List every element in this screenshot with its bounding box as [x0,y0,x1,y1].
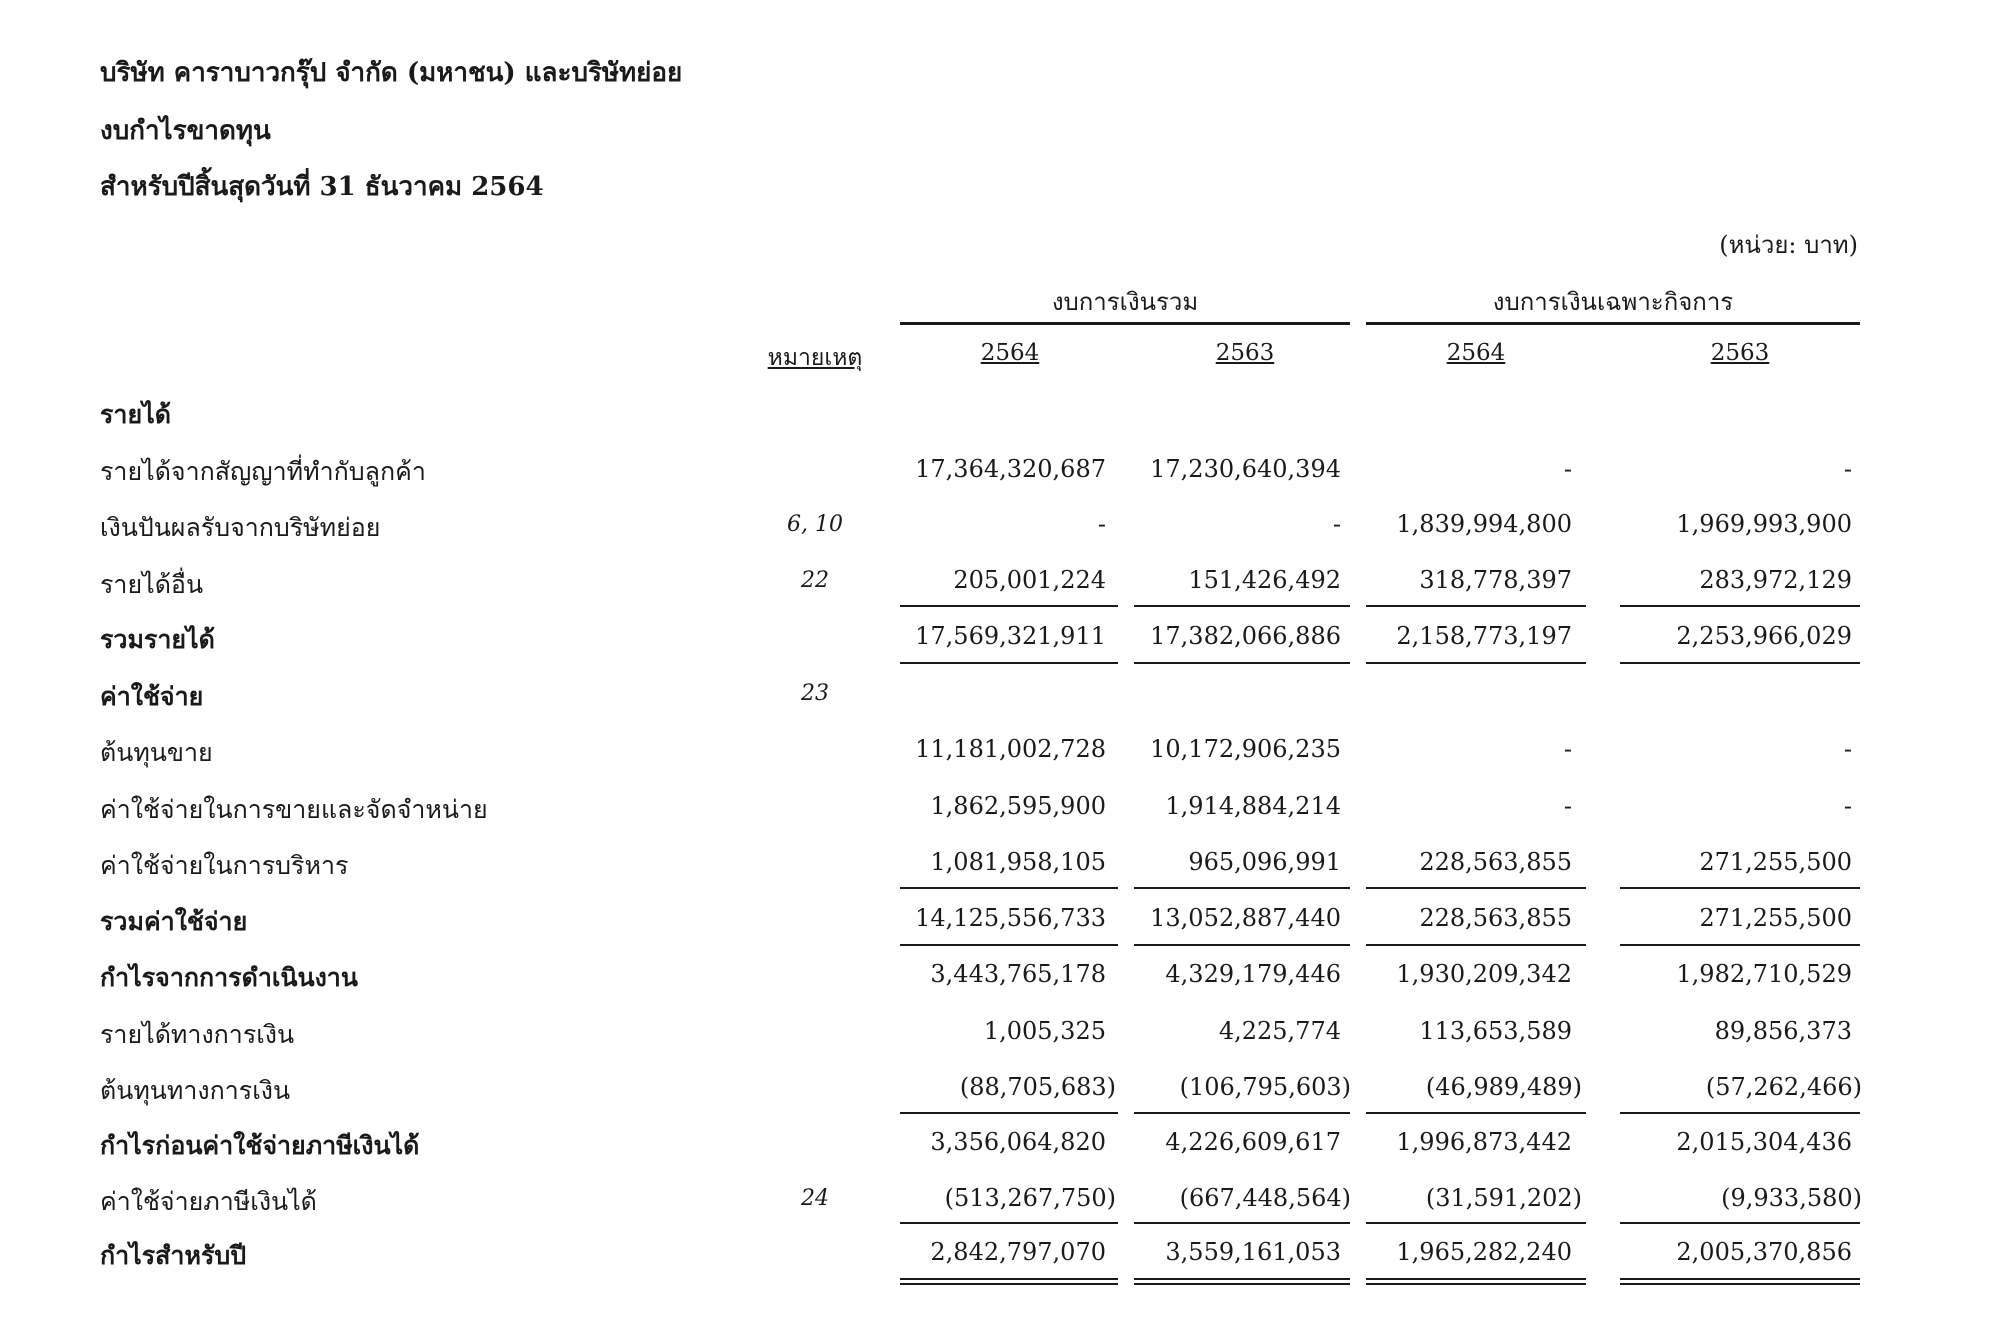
rule-subtotal [900,605,1118,607]
cell-income-tax-c4: (9,933,580) [1721,1184,1862,1212]
cell-profit-for-year-c2: 3,559,161,053 [1165,1238,1341,1266]
cell-total-expenses-c2: 13,052,887,440 [1150,904,1341,932]
company-name: บริษัท คาราบาวกรุ๊ป จำกัด (มหาชน) และบริษัทย่อย [100,58,683,88]
cell-selling-expenses-c2: 1,914,884,214 [1165,792,1341,820]
cell-finance-cost-c3: (46,989,489) [1425,1073,1582,1101]
rule-subtotal [1134,887,1350,889]
rule-total [1620,662,1860,664]
rule-total [1366,944,1586,946]
statement-period: สำหรับปีสิ้นสุดวันที่ 31 ธันวาคม 2564 [100,172,544,202]
col-head-consolidated-2564: 2564 [980,340,1040,366]
rule-subtotal [1366,1222,1586,1224]
cell-contract-revenue-c1: 17,364,320,687 [915,455,1106,483]
col-head-separate-2564: 2564 [1446,340,1506,366]
rule-total [900,662,1118,664]
cell-other-income-c4: 283,972,129 [1699,566,1852,594]
row-label-other-income: รายได้อื่น [100,570,204,599]
row-label-total-revenue: รวมรายได้ [100,625,215,654]
row-label-income-tax: ค่าใช้จ่ายภาษีเงินได้ [100,1187,317,1216]
rule-total [900,944,1118,946]
cell-total-expenses-c4: 271,255,500 [1699,904,1852,932]
cell-admin-expenses-c3: 228,563,855 [1419,848,1572,876]
cell-finance-income-c4: 89,856,373 [1714,1017,1852,1045]
rule-subtotal [1366,1112,1586,1114]
rule-subtotal [1134,1222,1350,1224]
rule-subtotal [900,1112,1118,1114]
cell-profit-for-year-c1: 2,842,797,070 [930,1238,1106,1266]
cell-dividend-income-c1: - [1097,510,1106,538]
cell-admin-expenses-c2: 965,096,991 [1188,848,1341,876]
cell-operating-profit-c4: 1,982,710,529 [1676,960,1852,988]
unit-label: (หน่วย: บาท) [1719,231,1858,259]
row-label-expenses-heading: ค่าใช้จ่าย [100,682,204,711]
row-label-finance-cost: ต้นทุนทางการเงิน [100,1076,291,1105]
cell-total-revenue-c1: 17,569,321,911 [915,622,1106,650]
cell-profit-before-tax-c1: 3,356,064,820 [930,1128,1106,1156]
rule-subtotal [1366,605,1586,607]
cell-contract-revenue-c3: - [1563,455,1572,483]
rule-double-total [1366,1278,1586,1285]
cell-cost-of-sales-c2: 10,172,906,235 [1150,735,1341,763]
note-income-tax: 24 [801,1186,829,1211]
cell-cost-of-sales-c3: - [1563,735,1572,763]
statement-title: งบกำไรขาดทุน [100,116,271,146]
cell-operating-profit-c1: 3,443,765,178 [930,960,1106,988]
cell-contract-revenue-c2: 17,230,640,394 [1150,455,1341,483]
cell-operating-profit-c2: 4,329,179,446 [1165,960,1341,988]
col-head-consolidated-2563: 2563 [1215,340,1275,366]
cell-finance-cost-c1: (88,705,683) [959,1073,1116,1101]
cell-income-tax-c3: (31,591,202) [1425,1184,1582,1212]
cell-total-revenue-c4: 2,253,966,029 [1676,622,1852,650]
row-label-profit-before-tax: กำไรก่อนค่าใช้จ่ายภาษีเงินได้ [100,1131,420,1160]
cell-finance-income-c2: 4,225,774 [1218,1017,1341,1045]
cell-profit-before-tax-c2: 4,226,609,617 [1165,1128,1341,1156]
rule-total [1134,944,1350,946]
note-expenses: 23 [801,681,829,706]
cell-selling-expenses-c4: - [1843,792,1852,820]
cell-dividend-income-c2: - [1332,510,1341,538]
cell-finance-cost-c4: (57,262,466) [1705,1073,1862,1101]
cell-other-income-c3: 318,778,397 [1419,566,1572,594]
col-head-note: หมายเหตุ [767,345,863,371]
cell-admin-expenses-c4: 271,255,500 [1699,848,1852,876]
cell-other-income-c2: 151,426,492 [1188,566,1341,594]
group-consolidated-rule [900,322,1350,325]
rule-subtotal [1366,887,1586,889]
rule-total [1620,944,1860,946]
cell-total-revenue-c2: 17,382,066,886 [1150,622,1341,650]
cell-selling-expenses-c3: - [1563,792,1572,820]
note-other-income: 22 [801,568,829,593]
rule-double-total [900,1278,1118,1285]
cell-finance-income-c1: 1,005,325 [983,1017,1106,1045]
rule-subtotal [1620,1222,1860,1224]
cell-total-expenses-c3: 228,563,855 [1419,904,1572,932]
rule-subtotal [1134,1112,1350,1114]
cell-finance-cost-c2: (106,795,603) [1179,1073,1351,1101]
row-label-selling-expenses: ค่าใช้จ่ายในการขายและจัดจำหน่าย [100,795,488,824]
cell-total-expenses-c1: 14,125,556,733 [915,904,1106,932]
cell-income-tax-c2: (667,448,564) [1179,1184,1351,1212]
cell-selling-expenses-c1: 1,862,595,900 [930,792,1106,820]
cell-profit-for-year-c3: 1,965,282,240 [1396,1238,1572,1266]
row-label-revenue-heading: รายได้ [100,400,171,429]
cell-other-income-c1: 205,001,224 [953,566,1106,594]
row-label-cost-of-sales: ต้นทุนขาย [100,738,213,767]
cell-dividend-income-c4: 1,969,993,900 [1676,510,1852,538]
cell-profit-before-tax-c3: 1,996,873,442 [1396,1128,1572,1156]
rule-total [1134,662,1350,664]
cell-operating-profit-c3: 1,930,209,342 [1396,960,1572,988]
cell-profit-before-tax-c4: 2,015,304,436 [1676,1128,1852,1156]
row-label-profit-for-year: กำไรสำหรับปี [100,1241,247,1270]
rule-double-total [1620,1278,1860,1285]
group-separate-rule [1366,322,1860,325]
cell-cost-of-sales-c1: 11,181,002,728 [915,735,1106,763]
cell-income-tax-c1: (513,267,750) [944,1184,1116,1212]
rule-subtotal [900,887,1118,889]
rule-subtotal [1134,605,1350,607]
cell-dividend-income-c3: 1,839,994,800 [1396,510,1572,538]
cell-contract-revenue-c4: - [1843,455,1852,483]
rule-subtotal [1620,605,1860,607]
col-head-separate-2563: 2563 [1710,340,1770,366]
row-label-contract-revenue: รายได้จากสัญญาที่ทำกับลูกค้า [100,457,426,486]
row-label-finance-income: รายได้ทางการเงิน [100,1020,295,1049]
rule-subtotal [1620,887,1860,889]
rule-subtotal [900,1222,1118,1224]
note-dividend-income: 6, 10 [787,512,843,537]
cell-profit-for-year-c4: 2,005,370,856 [1676,1238,1852,1266]
cell-finance-income-c3: 113,653,589 [1419,1017,1572,1045]
row-label-total-expenses: รวมค่าใช้จ่าย [100,907,248,936]
group-separate: งบการเงินเฉพาะกิจการ [1492,288,1734,316]
row-label-admin-expenses: ค่าใช้จ่ายในการบริหาร [100,851,349,880]
rule-total [1366,662,1586,664]
row-label-operating-profit: กำไรจากการดำเนินงาน [100,963,358,992]
cell-total-revenue-c3: 2,158,773,197 [1396,622,1572,650]
cell-cost-of-sales-c4: - [1843,735,1852,763]
group-consolidated: งบการเงินรวม [1051,288,1199,316]
cell-admin-expenses-c1: 1,081,958,105 [930,848,1106,876]
row-label-dividend-income: เงินปันผลรับจากบริษัทย่อย [100,513,381,542]
rule-subtotal [1620,1112,1860,1114]
rule-double-total [1134,1278,1350,1285]
